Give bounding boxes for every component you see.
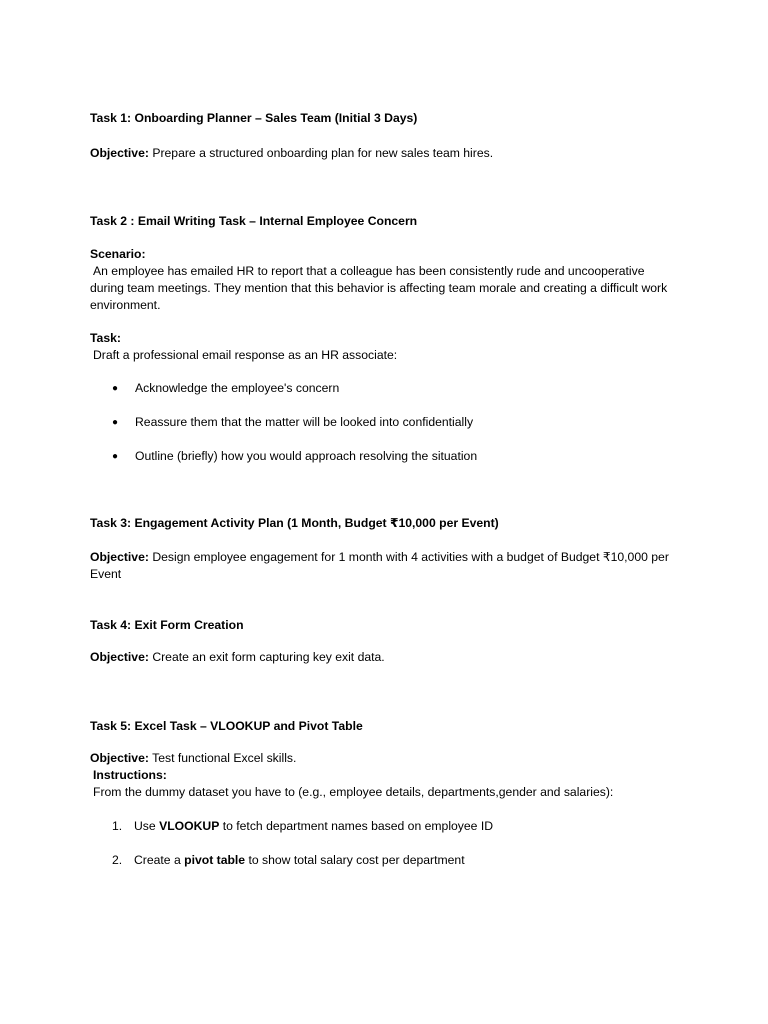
bullet-icon: ● (112, 451, 119, 462)
task1-objective-label: Objective: (90, 146, 149, 160)
step-pre: Use (134, 819, 160, 833)
task4-heading: Task 4: Exit Form Creation (90, 618, 244, 632)
task2-task-body: Draft a professional email response as an HR associate: (93, 348, 398, 362)
task3-objective-label: Objective: (90, 550, 149, 564)
task2-task-text (90, 347, 680, 364)
task5-objective-text: Test functional Excel skills. (148, 751, 297, 765)
task3-objective (90, 549, 674, 583)
list-number: 2. (112, 853, 123, 867)
task2-scenario-text (90, 263, 674, 314)
task2-scenario-label: Scenario: (90, 247, 146, 261)
bullet-text: Outline (briefly) how you would approach resolving the situation (135, 449, 478, 463)
bullet-icon: ● (112, 417, 119, 428)
task2-heading: Task 2 : Email Writing Task – Internal Employee Concern (90, 214, 418, 228)
step-bold: VLOOKUP (159, 819, 220, 833)
list-number: 1. (112, 819, 123, 833)
task5-heading: Task 5: Excel Task – VLOOKUP and Pivot Table (90, 719, 363, 733)
task1-objective-text: Prepare a structured onboarding plan for new sales team hires. (148, 146, 494, 160)
step-text (134, 818, 493, 835)
task2-scenario-body: An employee has emailed HR to report that a colleague has been consistently rude and uncooperative during team meetings. They mention that this behavior is affecting team morale and creating a difficult work environment. (90, 264, 668, 312)
task3-heading: Task 3: Engagement Activity Plan (1 Month, Budget ₹10,000 per Event) (90, 516, 499, 530)
task4-objective-label: Objective: (90, 650, 149, 664)
bullet-text: Reassure them that the matter will be looked into confidentially (135, 415, 474, 429)
task5-instructions-body: From the dummy dataset you have to (e.g., employee details, departments,gender and salaries): (93, 785, 614, 799)
step-bold: pivot table (184, 853, 246, 867)
step-post: to fetch department names based on employee ID (219, 819, 494, 833)
task2-task-label: Task: (90, 331, 121, 345)
task1-objective (90, 145, 680, 162)
task5-instructions-label (90, 767, 680, 784)
task5-objective-label: Objective: (90, 751, 149, 765)
step-pre: Create a (134, 853, 185, 867)
step-text (134, 852, 465, 869)
task5-instructions-label-text: Instructions: (93, 768, 167, 782)
bullet-text: Acknowledge the employee's concern (135, 381, 340, 395)
task1-heading: Task 1: Onboarding Planner – Sales Team (Initial 3 Days) (90, 111, 418, 125)
task4-objective (90, 649, 680, 666)
step-post: to show total salary cost per department (245, 853, 465, 867)
task5-objective (90, 750, 680, 767)
task3-objective-text: Design employee engagement for 1 month with 4 activities with a budget of Budget ₹10,000 per Event (90, 550, 669, 581)
bullet-icon: ● (112, 383, 119, 394)
task4-objective-text: Create an exit form capturing key exit data. (148, 650, 385, 664)
task5-instructions-text (90, 784, 680, 801)
